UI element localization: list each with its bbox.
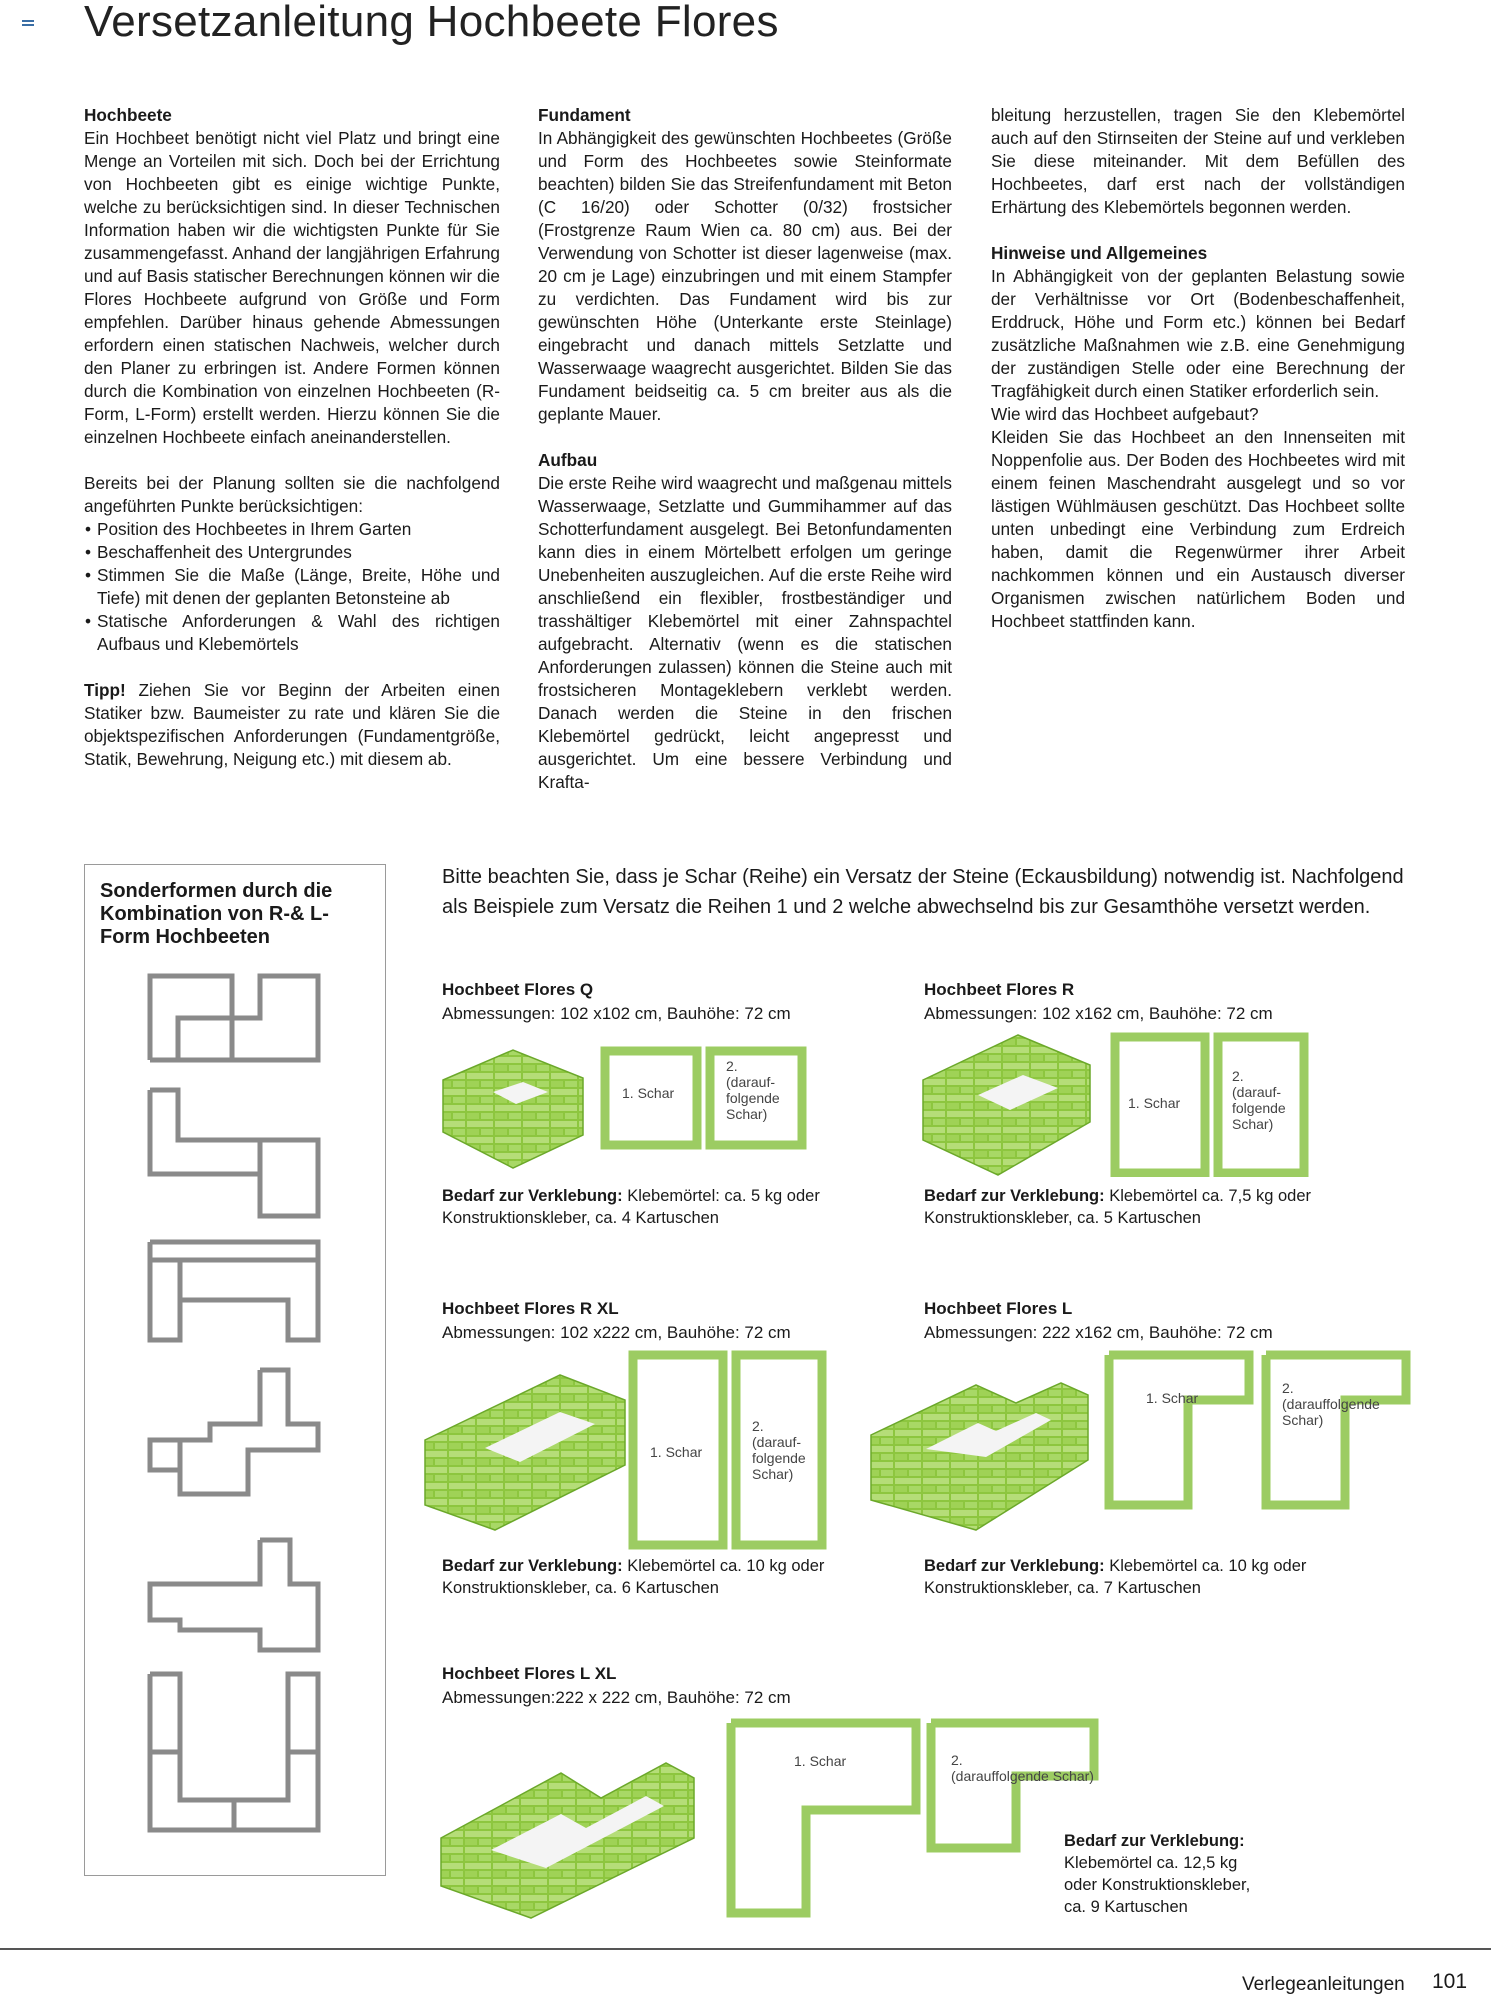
item-lxl-label-2: 2. (darauffolgende Schar) [951,1752,1094,1784]
versatz-intro: Bitte beachten Sie, dass je Schar (Reihe) ein Versatz der Steine (Eckausbildung) notwendig ist. Nachfolgend als Beispiele zum Versatz die Reihen 1 und 2 welche abwechselnd bis zur Gesamthöhe versetzt werden. [442,866,1404,918]
item-q-label-2: 2. (darauf- folgende Schar) [726,1058,780,1122]
item-rxl-label-2: 2. (darauf- folgende Schar) [752,1418,806,1482]
item-lxl-label-1: 1. Schar [794,1753,847,1769]
paragraph-hinweise: In Abhängigkeit von der geplanten Belastung sowie der Verhältnisse vor Ort (Bodenbeschaffenheit, Erddruck, Höhe und Form etc.) können bei Bedarf zusätzliche Maßnahmen wie z.B. eine Genehmigung der zuständigen Stelle oder eine Berechnung der Tragfähigkeit durch einen Statiker erforderlich sein. [991,266,1405,401]
menu-icon[interactable] [22,20,34,28]
item-q-dims: Abmessungen: 102 x102 cm, Bauhöhe: 72 cm [442,1004,791,1023]
item-l-plan [1104,1350,1412,1510]
item-lxl-illustration [436,1718,698,1923]
sonderformen-diagram [140,970,340,1860]
tip-text: Ziehen Sie vor Beginn der Arbeiten einen Statiker bzw. Baumeister zu rate und klären Sie die objektspezifischen Anforderungen (Fundamentgröße, Statik, Bewehrung, Neigung etc.) mit diesem ab. [84,680,500,769]
item-r-label-1: 1. Schar [1128,1095,1181,1111]
list-item: • Stimmen Sie die Maße (Länge, Breite, Höhe und Tiefe) mit denen der geplanten Betonsteine ab [97,564,500,610]
tip-label: Tipp! [84,680,126,700]
planning-list [84,518,500,656]
item-r-dims: Abmessungen: 102 x162 cm, Bauhöhe: 72 cm [924,1004,1273,1023]
footer-divider [0,1948,1491,1950]
item-lxl-plan [726,1718,1106,1918]
heading-fundament: Fundament [538,105,631,125]
item-r-label-2: 2. (darauf- folgende Schar) [1232,1068,1286,1132]
item-l-need: Bedarf zur Verklebung: Klebemörtel ca. 10 kg oder Konstruktionskleber, ca. 7 Kartuschen [924,1557,1307,1597]
item-q-title: Hochbeet Flores Q [442,980,594,999]
item-l-title: Hochbeet Flores L [924,1299,1073,1318]
column-hinweise [991,104,1405,656]
paragraph-aufbau-hochbeet: Kleiden Sie das Hochbeet an den Innenseiten mit Noppenfolie aus. Der Boden des Hochbeetes wird mit einem feinen Maschendraht ausgelegt und so vor lästigen Wühlmäusen geschützt. Das Hochbeet sollte unten unbedingt eine Verbindung zum Erdreich haben, damit die Regenwürmer ihrer Arbeit nachkommen können und ein Austausch diverser Organismen zwischen natürlichem Boden und Hochbeet stattfinden kann. [991,427,1405,631]
heading-aufbau: Aufbau [538,450,598,470]
item-rxl-title: Hochbeet Flores R XL [442,1299,619,1318]
column-fundament [538,104,952,817]
item-r-title: Hochbeet Flores R [924,980,1075,999]
item-l-dims: Abmessungen: 222 x162 cm, Bauhöhe: 72 cm [924,1323,1273,1342]
paragraph-aufbau: Die erste Reihe wird waagrecht und maßgenau mittels Wasserwaage, Setzlatte und Gummihammer auf das Schotterfundament ausgelegt. Bei Betonfundamenten kann dies in einem Mörtelbett erfolgen um geringe Unebenheiten auszugleichen. Auf die erste Reihe wird anschließend ein flexibler, frostbeständiger und trasshältiger Klebemörtel mit einer Zahnspachtel aufgebracht. Alternativ (wenn es die statischen Anforderungen zulassen) können die Steine auch mit frostsicheren Montageklebern verklebt werden. Danach werden die Steine in den frischen Klebemörtel gedrückt, leicht angepresst und ausgerichtet. Um eine bessere Verbindung und Krafta- [538,473,952,792]
list-item: • Position des Hochbeetes in Ihrem Garten [97,518,500,541]
heading-hinweise: Hinweise und Allgemeines [991,243,1208,263]
page-number: 101 [1432,1970,1468,1993]
tip-paragraph [84,679,500,771]
item-r-illustration [918,1030,1096,1180]
paragraph-fundament: In Abhängigkeit des gewünschten Hochbeetes (Größe und Form des Hochbeetes sowie Steinformate beachten) bilden Sie das Streifenfundament mit Beton (C 16/20) oder Schotter (0/32) frostsicher (Frostgrenze Raum Wien ca. 80 cm) aus. Bei der Verwendung von Schotter ist dieser lagenweise (max. 20 cm je Lage) einzubringen und mit einem Stampfer zu verdichten. Das Fundament wird bis zur gewünschten Höhe (Unterkante erste Steinlage) eingebracht und danach mittels Setzlatte und Wasserwaage waagrecht ausgerichtet. Bilden Sie das Fundament beidseitig ca. 5 cm breiter aus als die geplante Mauer. [538,128,952,424]
column-hochbeete [84,104,500,794]
page-title: Versetzanleitung Hochbeete Flores [84,0,779,46]
item-lxl-need: Bedarf zur Verklebung: Klebemörtel ca. 12,5 kg oder Konstruktionskleber, ca. 9 Kartuschen [1064,1832,1251,1916]
item-rxl-illustration [420,1370,630,1535]
sonderformen-title: Sonderformen durch die Kombination von R-& L-Form Hochbeeten [100,880,333,948]
item-rxl-dims: Abmessungen: 102 x222 cm, Bauhöhe: 72 cm [442,1323,791,1342]
item-q-label-1: 1. Schar [622,1085,675,1101]
item-q-illustration [438,1040,588,1170]
item-rxl-label-1: 1. Schar [650,1444,703,1460]
heading-hochbeete: Hochbeete [84,105,172,125]
paragraph-planung: Bereits bei der Planung sollten sie die nachfolgend angeführten Punkte berücksichtigen: [84,473,500,516]
item-r-need: Bedarf zur Verklebung: Klebemörtel ca. 7,5 kg oder Konstruktionskleber, ca. 5 Kartuschen [924,1187,1311,1227]
list-item: • Beschaffenheit des Untergrundes [97,541,500,564]
question-aufbau: Wie wird das Hochbeet aufgebaut? [991,404,1259,424]
item-l-illustration [866,1365,1092,1535]
item-q-need: Bedarf zur Verklebung: Klebemörtel: ca. 5 kg oder Konstruktionskleber, ca. 4 Kartuschen [442,1187,820,1227]
item-l-label-2: 2. (darauffolgende Schar) [1282,1380,1380,1428]
item-rxl-need: Bedarf zur Verklebung: Klebemörtel ca. 10 kg oder Konstruktionskleber, ca. 6 Kartuschen [442,1557,825,1597]
footer-section: Verlegeanleitungen [1242,1974,1405,1995]
item-lxl-dims: Abmessungen:222 x 222 cm, Bauhöhe: 72 cm [442,1688,791,1707]
item-l-label-1: 1. Schar [1146,1390,1199,1406]
paragraph-intro: Ein Hochbeet benötigt nicht viel Platz und bringt eine Menge an Vorteilen mit sich. Doch bei der Errichtung von Hochbeeten gibt es einige wichtige Punkte, welche zu berücksichtigen sind. In dieser Technischen Information haben wir die wichtigsten Punkte für Sie zusammengefasst. Anhand der langjährigen Erfahrung und auf Basis statischer Berechnungen können wir die Flores Hochbeete aufgrund von Größe und Form empfehlen. Darüber hinaus gehende Abmessungen erfordern einen statischen Nachweis, welcher durch den Planer zu erbringen ist. Andere Formen können durch die Kombination von einzelnen Hochbeeten (R-Form, L-Form) erstellt werden. Hierzu können Sie die einzelnen Hochbeete einfach aneinanderstellen. [84,128,500,447]
item-lxl-title: Hochbeet Flores L XL [442,1664,617,1683]
list-item: • Statische Anforderungen & Wahl des richtigen Aufbaus und Klebemörtels [97,610,500,656]
paragraph-continued: bleitung herzustellen, tragen Sie den Klebemörtel auch auf den Stirnseiten der Steine auf und verkleben Sie diese miteinander. Mit dem Befüllen des Hochbeetes, darf erst nach der vollständigen Erhärtung des Klebemörtels begonnen werden. [991,105,1405,217]
